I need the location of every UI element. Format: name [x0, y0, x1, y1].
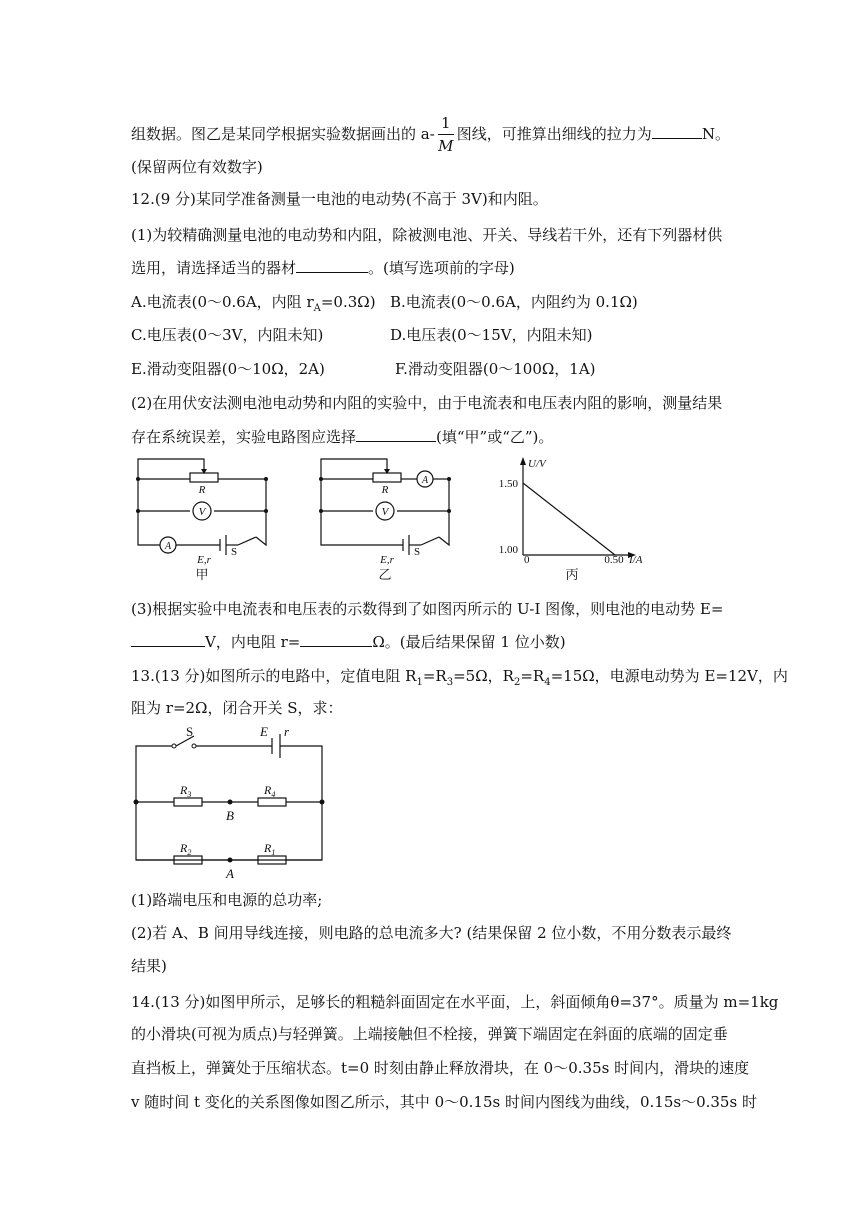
- label-R: R: [198, 484, 206, 496]
- circuit-diagram-jia: [130, 455, 275, 585]
- q13-text-mid3: =R: [520, 667, 545, 685]
- option-a-text: A.电流表(0～0.6A，内阻 r: [131, 293, 314, 311]
- q11-line2: (保留两位有效数字): [131, 158, 263, 176]
- q11-text-a: 组数据。图乙是某同学根据实验数据画出的 a-: [131, 125, 435, 143]
- label-B: B: [226, 808, 234, 823]
- q12-p2-line1: (2)在用伏安法测电池电动势和内阻的实验中，由于电流表和电压表内阻的影响，测量结果: [131, 394, 723, 412]
- q13-line2: 阻为 r=2Ω，闭合开关 S，求：: [131, 699, 343, 717]
- caption-yi: 乙: [378, 567, 392, 582]
- q12-p3-text-b: Ω。(最后结果保留 1 位小数): [372, 633, 566, 651]
- label-R: R: [381, 484, 389, 496]
- q12-p1-text-b: 。(填写选项前的字母): [368, 259, 515, 277]
- option-a: [131, 292, 376, 319]
- q11-text-c: N。: [701, 125, 730, 143]
- answer-blank-tension[interactable]: [652, 124, 702, 139]
- caption-jia: 甲: [195, 567, 209, 582]
- q13-text-post: =15Ω，电源电动势为 E=12V，内: [550, 667, 788, 685]
- q13-sub4: 4: [544, 677, 551, 688]
- answer-blank-circuit[interactable]: [356, 427, 436, 442]
- label-S: S: [230, 546, 238, 558]
- label-R1: [263, 841, 275, 857]
- label-R1-letter: R: [264, 841, 272, 855]
- option-a-text-post: =0.3Ω): [320, 293, 376, 311]
- label-R2-letter: R: [180, 841, 188, 855]
- label-V: V: [381, 506, 389, 518]
- option-b: B.电流表(0～0.6A，内阻约为 0.1Ω): [390, 293, 638, 311]
- q12-p2-text-b: (填“甲”或“乙”)。: [436, 428, 554, 446]
- q13-sub3: 3: [446, 677, 454, 688]
- q13-p2-line2: 结果): [131, 957, 167, 975]
- q12-p1-text-a: 选用，请选择适当的器材: [131, 259, 297, 277]
- tick-u-bottom: 1.00: [498, 544, 518, 556]
- q12-p1-line1: (1)为较精确测量电池的电动势和内阻，除被测电池、开关、导线若干外，还有下列器材供: [131, 226, 723, 244]
- option-f: F.滑动变阻器(0～100Ω，1A): [395, 360, 596, 378]
- option-e: E.滑动变阻器(0～10Ω，2A): [131, 360, 325, 378]
- label-S: S: [186, 724, 194, 739]
- circuit-diagram-q13: [130, 722, 330, 882]
- circuit-diagram-yi: [313, 455, 458, 585]
- q12-p3-line1: (3)根据实验中电流表和电压表的示数得到了如图丙所示的 U-I 图像，则电池的电动势 E=: [131, 600, 724, 618]
- caption-bing: 丙: [565, 567, 579, 582]
- option-d: D.电压表(0～15V，内阻未知): [390, 326, 593, 344]
- label-R2: [179, 841, 191, 857]
- q11-text-b: 图线，可推算出细线的拉力为: [456, 125, 652, 143]
- label-A: A: [164, 541, 172, 552]
- q13-text-mid1: =R: [422, 667, 447, 685]
- q12-p2-text-a: 存在系统误差，实验电路图应选择: [131, 428, 357, 446]
- label-R4-letter: R: [264, 783, 272, 797]
- q13-p2-line1: (2)若 A、B 间用导线连接，则电路的总电流多大? (结果保留 2 位小数，不用分数表示最终: [131, 924, 732, 942]
- answer-blank-resistance[interactable]: [300, 632, 372, 647]
- answer-blank-emf[interactable]: [131, 632, 205, 647]
- q14-line2: 的小滑块(可视为质点)与轻弹簧。上端接触但不栓接，弹簧下端固定在斜面的底端的固定垂: [131, 1025, 728, 1043]
- tick-i-end: 0.50: [604, 554, 624, 566]
- q12-p2-line2: [131, 427, 553, 447]
- answer-blank-equipment[interactable]: [296, 258, 368, 273]
- axis-label-i: I/A: [629, 554, 643, 566]
- label-R3: [179, 783, 191, 799]
- label-R2-sub: 2: [187, 848, 192, 857]
- q12-p3-text-a: V，内电阻 r=: [205, 633, 301, 651]
- q11-line1: [131, 113, 730, 157]
- q13-sub2: 2: [513, 677, 521, 688]
- q13-text-mid2: =5Ω，R: [453, 667, 514, 685]
- q14-line1: 14.(13 分)如图甲所示，足够长的粗糙斜面固定在水平面，上，斜面倾角θ=37°。质量为 m=1kg: [131, 993, 779, 1011]
- q12-heading: 12.(9 分)某同学准备测量一电池的电动势(不高于 3V)和内阻。: [131, 190, 548, 208]
- label-R4: [263, 783, 275, 799]
- tick-origin: 0: [524, 554, 530, 566]
- q14-line4: v 随时间 t 变化的关系图像如图乙所示，其中 0～0.15s 时间内图线为曲线，0.15s～0.35s 时: [131, 1093, 757, 1111]
- label-Er: E,r: [380, 554, 394, 566]
- frac-numerator: 1: [441, 114, 451, 132]
- label-R3-sub: 3: [187, 790, 192, 799]
- label-R3-letter: R: [180, 783, 188, 797]
- option-c: C.电压表(0～3V，内阻未知): [131, 326, 324, 344]
- label-A: A: [421, 475, 429, 486]
- q13-sub1: 1: [416, 677, 423, 688]
- label-A: A: [226, 866, 234, 881]
- frac-denominator: M: [438, 137, 454, 155]
- q13-p1: (1)路端电压和电源的总功率;: [131, 891, 323, 909]
- label-S: S: [413, 546, 421, 558]
- label-V: V: [198, 506, 206, 518]
- label-R1-sub: 1: [271, 848, 276, 857]
- q13-text-pre: 13.(13 分)如图所示的电路中，定值电阻 R: [131, 667, 417, 685]
- label-Er: E,r: [197, 554, 211, 566]
- u-i-graph-bing: [490, 455, 660, 585]
- option-a-sub: A: [313, 303, 321, 314]
- axis-label-u: U/V: [528, 458, 546, 470]
- tick-u-top: 1.50: [498, 478, 518, 490]
- label-r: r: [284, 724, 290, 739]
- q13-line1: [131, 666, 788, 693]
- label-R4-sub: 4: [271, 790, 276, 799]
- q12-p3-line2: [131, 632, 566, 652]
- q12-p1-line2: [131, 258, 515, 278]
- q14-line3: 直挡板上，弹簧处于压缩状态。t=0 时刻由静止释放滑块，在 0～0.35s 时间内，滑块的速度: [131, 1059, 750, 1077]
- label-E: E: [260, 724, 268, 739]
- fraction-1-over-M: [437, 113, 455, 157]
